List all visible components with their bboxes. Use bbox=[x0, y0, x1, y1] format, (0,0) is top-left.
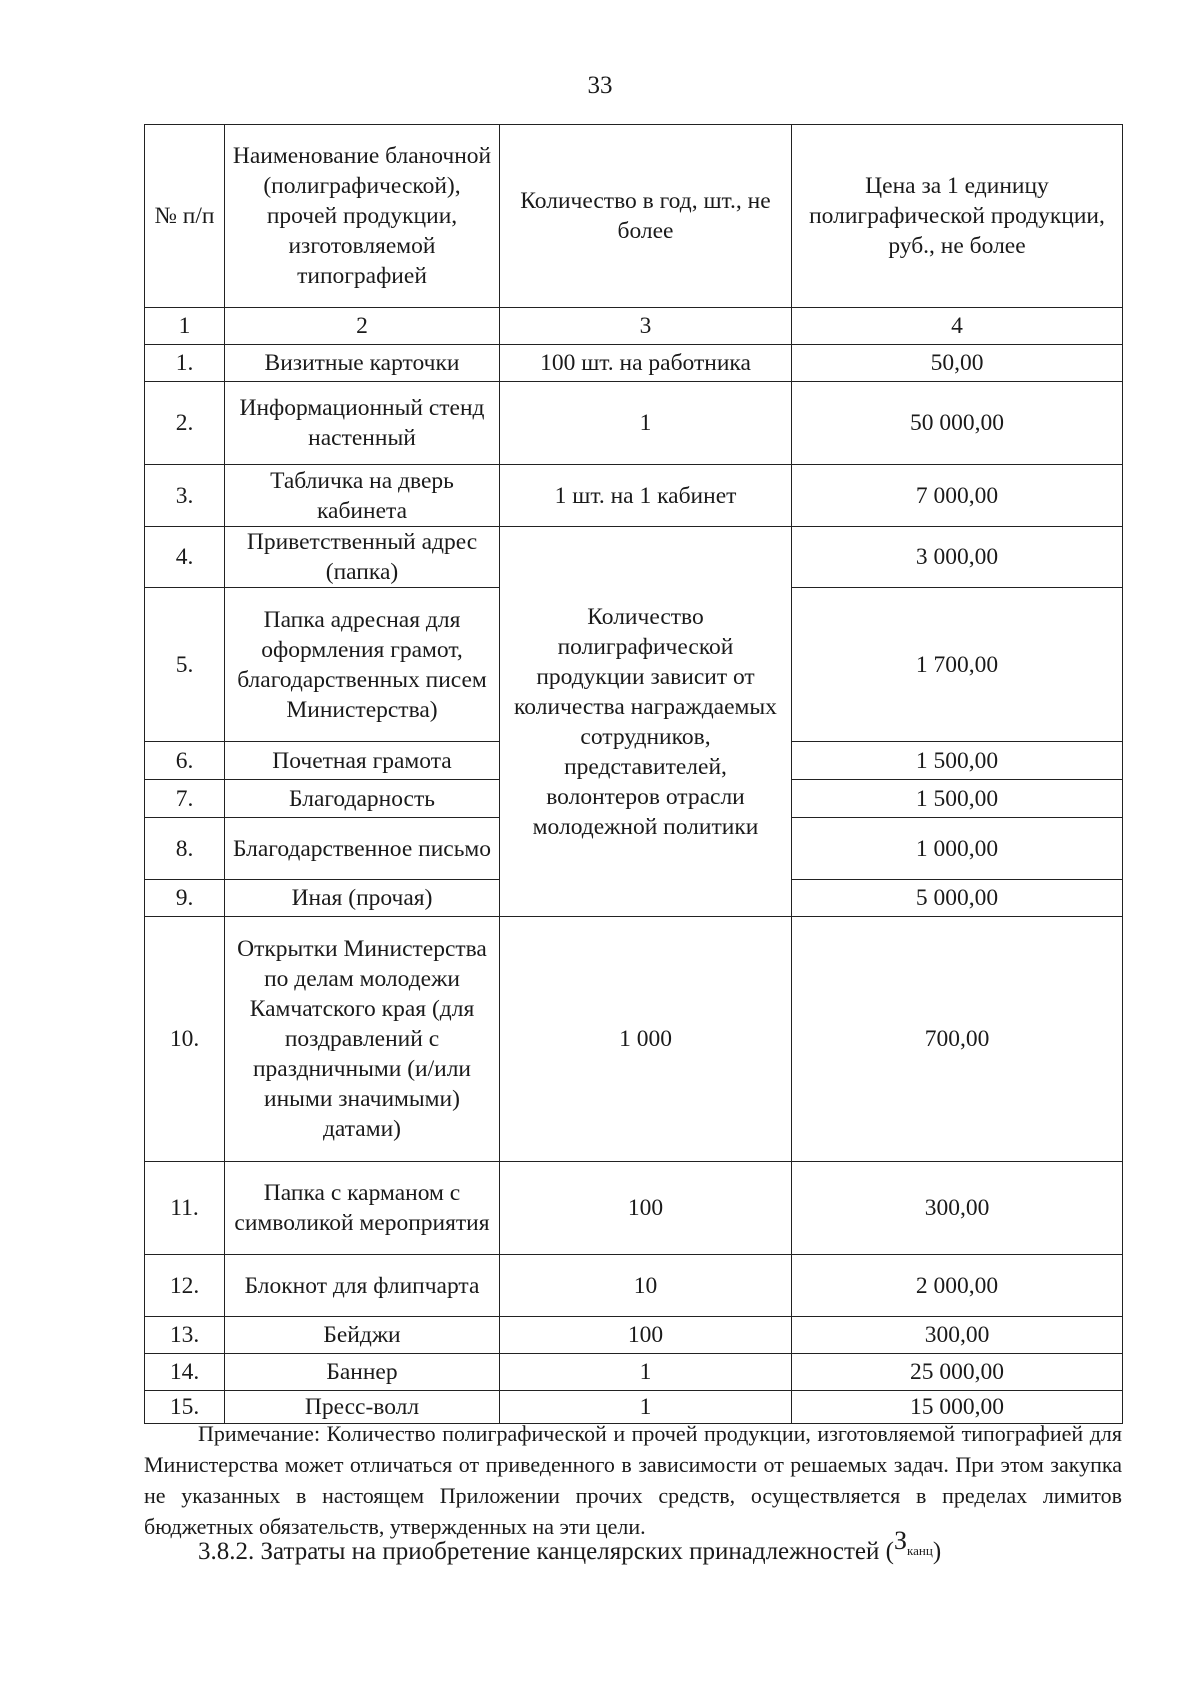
row-name: Табличка на дверь кабинета bbox=[225, 465, 500, 527]
row-name: Визитные карточки bbox=[225, 345, 500, 382]
table-row bbox=[145, 465, 1123, 527]
row-price: 5 000,00 bbox=[792, 880, 1123, 917]
table-row bbox=[145, 1317, 1123, 1354]
row-num: 1. bbox=[145, 345, 225, 382]
section-heading bbox=[198, 1526, 1122, 1577]
row-num: 10. bbox=[145, 917, 225, 1162]
row-name: Почетная грамота bbox=[225, 742, 500, 780]
merged-qty-cell: Количество полиграфической продукции зависит от количества награждаемых сотрудников, представителей, волонтеров отрасли молодежной политики bbox=[500, 527, 792, 917]
row-name: Благодарность bbox=[225, 780, 500, 818]
formula-subscript: канц bbox=[907, 1543, 933, 1559]
row-num: 12. bbox=[145, 1255, 225, 1317]
row-price: 7 000,00 bbox=[792, 465, 1123, 527]
row-num: 3. bbox=[145, 465, 225, 527]
row-price: 2 000,00 bbox=[792, 1255, 1123, 1317]
row-qty: 100 шт. на работника bbox=[500, 345, 792, 382]
row-price: 50,00 bbox=[792, 345, 1123, 382]
row-price: 1 500,00 bbox=[792, 780, 1123, 818]
formula-letter: З bbox=[893, 1526, 908, 1555]
row-price: 50 000,00 bbox=[792, 382, 1123, 465]
table-row bbox=[145, 1354, 1123, 1391]
row-num: 11. bbox=[145, 1162, 225, 1255]
formula-symbol bbox=[893, 1526, 933, 1559]
col-number: 4 bbox=[792, 308, 1123, 345]
row-price: 700,00 bbox=[792, 917, 1123, 1162]
row-qty: 1 000 bbox=[500, 917, 792, 1162]
header-price: Цена за 1 единицу полиграфической продукции, руб., не более bbox=[792, 125, 1123, 308]
row-num: 4. bbox=[145, 527, 225, 588]
header-qty: Количество в год, шт., не более bbox=[500, 125, 792, 308]
row-qty: 10 bbox=[500, 1255, 792, 1317]
header-name: Наименование бланочной (полиграфической), прочей продукции, изготовляемой типографией bbox=[225, 125, 500, 308]
row-num: 13. bbox=[145, 1317, 225, 1354]
row-num: 2. bbox=[145, 382, 225, 465]
table-row bbox=[145, 527, 1123, 588]
row-price: 25 000,00 bbox=[792, 1354, 1123, 1391]
row-price: 1 000,00 bbox=[792, 818, 1123, 880]
row-name: Открытки Министерства по делам молодежи Камчатского края (для поздравлений с праздничными (и/или иными значимыми) датами) bbox=[225, 917, 500, 1162]
row-num: 7. bbox=[145, 780, 225, 818]
row-name: Папка адресная для оформления грамот, благодарственных писем Министерства) bbox=[225, 588, 500, 742]
row-price: 300,00 bbox=[792, 1162, 1123, 1255]
row-price: 300,00 bbox=[792, 1317, 1123, 1354]
row-name: Бейджи bbox=[225, 1317, 500, 1354]
col-number: 2 bbox=[225, 308, 500, 345]
header-num: № п/п bbox=[145, 125, 225, 308]
row-name: Папка с карманом с символикой мероприятия bbox=[225, 1162, 500, 1255]
row-name: Приветственный адрес (папка) bbox=[225, 527, 500, 588]
table-row bbox=[145, 345, 1123, 382]
table-row bbox=[145, 1162, 1123, 1255]
table-header-row bbox=[145, 125, 1123, 308]
row-qty: 1 шт. на 1 кабинет bbox=[500, 465, 792, 527]
table-row bbox=[145, 1255, 1123, 1317]
row-name: Информационный стенд настенный bbox=[225, 382, 500, 465]
column-number-row bbox=[145, 308, 1123, 345]
row-name: Благодарственное письмо bbox=[225, 818, 500, 880]
row-qty: 100 bbox=[500, 1317, 792, 1354]
col-number: 1 bbox=[145, 308, 225, 345]
row-name: Пресс-волл bbox=[225, 1391, 500, 1424]
row-num: 6. bbox=[145, 742, 225, 780]
section-text: 3.8.2. Затраты на приобретение канцелярских принадлежностей ( bbox=[198, 1538, 894, 1565]
row-name: Баннер bbox=[225, 1354, 500, 1391]
row-price: 15 000,00 bbox=[792, 1391, 1123, 1424]
row-price: 1 700,00 bbox=[792, 588, 1123, 742]
row-qty: 100 bbox=[500, 1162, 792, 1255]
table-note: Примечание: Количество полиграфической и прочей продукции, изготовляемой типографией для Министерства может отличаться от приведенного в зависимости от решаемых задач. При этом закупка не указанных в настоящем Приложении прочих средств, осуществляется в пределах лимитов бюджетных обязательств, утвержденных на эти цели. bbox=[144, 1421, 1122, 1539]
row-qty: 1 bbox=[500, 382, 792, 465]
row-qty: 1 bbox=[500, 1354, 792, 1391]
section-close-paren: ) bbox=[932, 1538, 942, 1565]
row-price: 3 000,00 bbox=[792, 527, 1123, 588]
row-num: 9. bbox=[145, 880, 225, 917]
row-num: 8. bbox=[145, 818, 225, 880]
table-row bbox=[145, 917, 1123, 1162]
table-row bbox=[145, 382, 1123, 465]
row-price: 1 500,00 bbox=[792, 742, 1123, 780]
row-num: 5. bbox=[145, 588, 225, 742]
page-number: 33 bbox=[587, 72, 613, 99]
printing-products-table bbox=[144, 124, 1123, 1424]
row-num: 14. bbox=[145, 1354, 225, 1391]
row-name: Иная (прочая) bbox=[225, 880, 500, 917]
col-number: 3 bbox=[500, 308, 792, 345]
row-name: Блокнот для флипчарта bbox=[225, 1255, 500, 1317]
row-qty: 1 bbox=[500, 1391, 792, 1424]
row-num: 15. bbox=[145, 1391, 225, 1424]
